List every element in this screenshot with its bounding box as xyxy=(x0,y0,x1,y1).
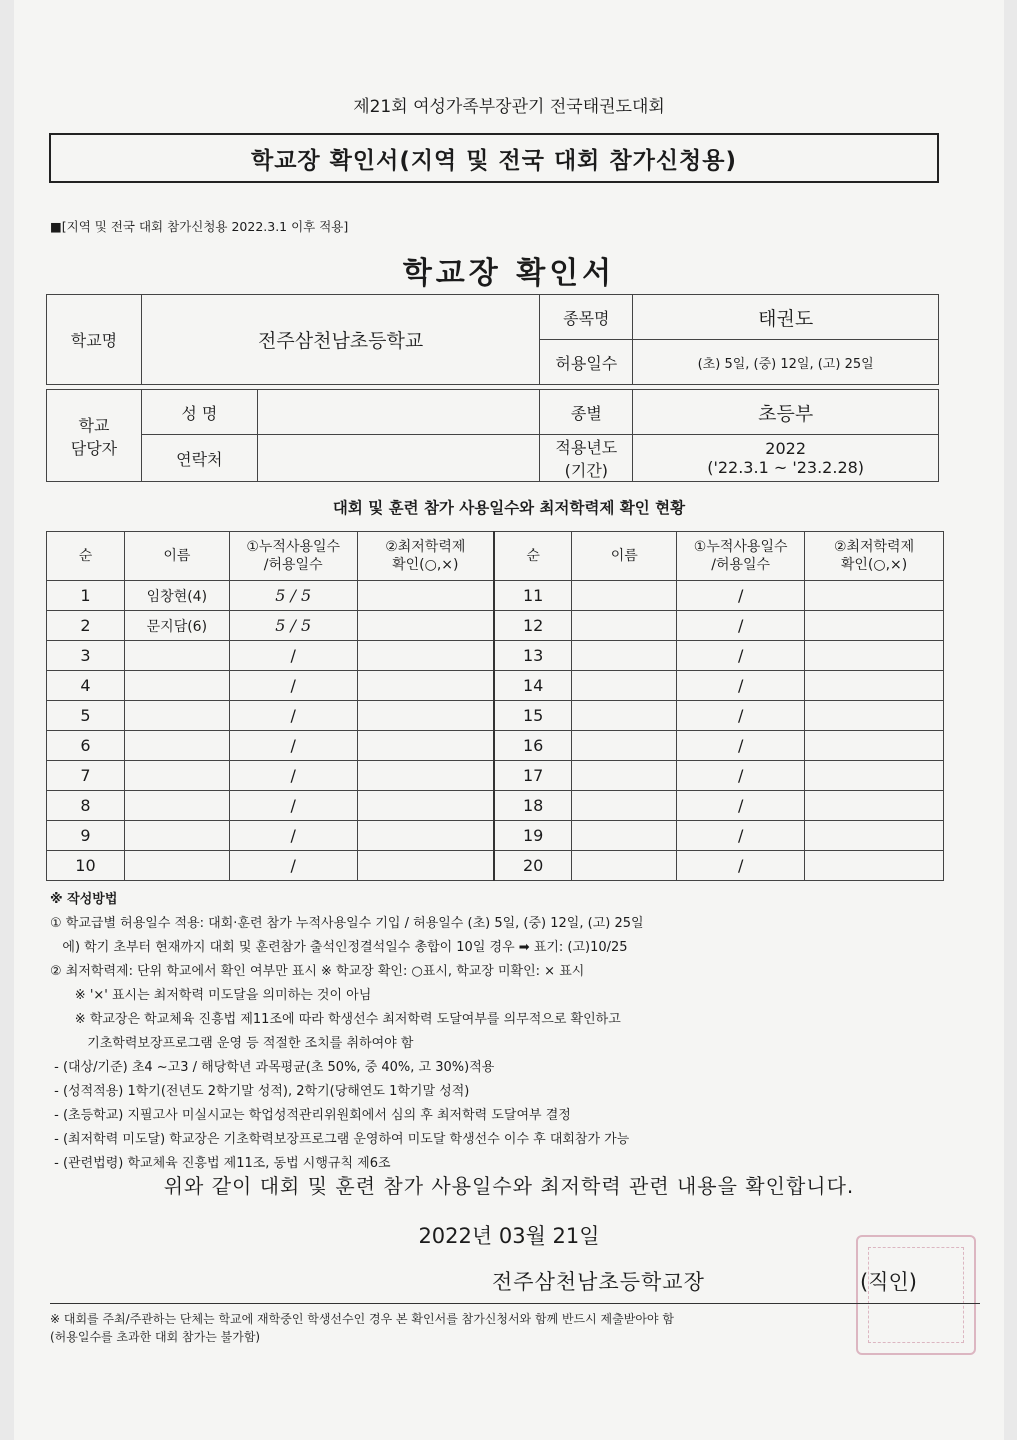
student-name-cell[interactable] xyxy=(124,731,229,761)
min-academic-check-cell[interactable] xyxy=(357,731,494,761)
row-number-cell: 1 xyxy=(47,581,125,611)
document-title-box: 학교장 확인서(지역 및 전국 대회 참가신청용) xyxy=(49,133,939,183)
row-number-cell: 12 xyxy=(494,611,572,641)
student-name-cell[interactable] xyxy=(572,701,677,731)
col-name-header: 이름 xyxy=(572,532,677,581)
min-academic-check-cell[interactable] xyxy=(357,611,494,641)
row-number-cell: 14 xyxy=(494,671,572,701)
table-row xyxy=(47,701,944,731)
row-number-cell: 10 xyxy=(47,851,125,881)
row-number-cell: 4 xyxy=(47,671,125,701)
days-used-cell: / xyxy=(677,671,805,701)
row-number-cell: 7 xyxy=(47,761,125,791)
col-check-header: ②최저학력제 확인(○,×) xyxy=(805,532,944,581)
page-title: 학교장 확인서 xyxy=(402,256,616,291)
student-name-cell[interactable] xyxy=(572,611,677,641)
min-academic-check-cell[interactable] xyxy=(805,701,944,731)
row-number-cell: 19 xyxy=(494,821,572,851)
col-days-header: ①누적사용일수 /허용일수 xyxy=(677,532,805,581)
days-used-cell: / xyxy=(229,761,357,791)
table-row xyxy=(47,671,944,701)
row-number-cell: 11 xyxy=(494,581,572,611)
student-name-cell[interactable] xyxy=(124,671,229,701)
row-number-cell: 13 xyxy=(494,641,572,671)
days-used-cell: / xyxy=(677,611,805,641)
row-number-cell: 18 xyxy=(494,791,572,821)
days-used-cell: / xyxy=(677,641,805,671)
min-academic-check-cell[interactable] xyxy=(805,761,944,791)
application-note: ■[지역 및 전국 대회 참가신청용 2022.3.1 이후 적용] xyxy=(50,219,349,234)
student-name-cell[interactable] xyxy=(572,641,677,671)
col-days-header: ①누적사용일수 /허용일수 xyxy=(229,532,357,581)
min-academic-check-cell[interactable] xyxy=(805,641,944,671)
method-note-line: ※ 작성방법 xyxy=(50,892,118,907)
min-academic-check-cell[interactable] xyxy=(357,761,494,791)
days-used-cell: / xyxy=(229,641,357,671)
days-used-cell: / xyxy=(229,821,357,851)
contact-field[interactable] xyxy=(257,435,540,482)
min-academic-check-cell[interactable] xyxy=(357,581,494,611)
days-used-cell: / xyxy=(229,671,357,701)
table-row xyxy=(47,641,944,671)
manager-label: 학교 담당자 xyxy=(47,390,142,482)
min-academic-check-cell[interactable] xyxy=(357,791,494,821)
days-used-cell: / xyxy=(229,791,357,821)
divider xyxy=(50,1303,980,1304)
days-used-cell: / xyxy=(677,581,805,611)
student-name-cell[interactable] xyxy=(572,821,677,851)
days-used-cell: / xyxy=(677,761,805,791)
method-note-line: 기초학력보장프로그램 운영 등 적절한 조치를 취하여야 함 xyxy=(50,1036,414,1051)
student-name-cell[interactable]: 문지담(6) xyxy=(124,611,229,641)
school-name-label: 학교명 xyxy=(47,295,142,385)
table-row xyxy=(47,851,944,881)
student-name-cell[interactable] xyxy=(124,821,229,851)
days-used-cell: / xyxy=(229,701,357,731)
days-used-cell: / xyxy=(677,851,805,881)
student-name-cell[interactable] xyxy=(124,761,229,791)
row-number-cell: 6 xyxy=(47,731,125,761)
method-note-line: ※ '×' 표시는 최저학력 미도달을 의미하는 것이 아님 xyxy=(50,988,372,1003)
row-number-cell: 5 xyxy=(47,701,125,731)
category-label: 종별 xyxy=(540,390,633,435)
col-no-header: 순 xyxy=(47,532,125,581)
person-name-label: 성 명 xyxy=(141,390,257,435)
allowed-days-label: 허용일수 xyxy=(540,340,633,385)
min-academic-check-cell[interactable] xyxy=(805,581,944,611)
min-academic-check-cell[interactable] xyxy=(805,851,944,881)
table-row xyxy=(47,761,944,791)
min-academic-check-cell[interactable] xyxy=(357,821,494,851)
student-name-cell[interactable] xyxy=(124,851,229,881)
row-number-cell: 15 xyxy=(494,701,572,731)
method-note-line: - (성적적용) 1학기(전년도 2학기말 성적), 2학기(당해연도 1학기말 성적) xyxy=(50,1084,470,1099)
min-academic-check-cell[interactable] xyxy=(805,731,944,761)
col-check-header: ②최저학력제 확인(○,×) xyxy=(357,532,494,581)
contact-label: 연락처 xyxy=(141,435,257,482)
school-name-value: 전주삼천남초등학교 xyxy=(141,295,539,385)
student-name-cell[interactable] xyxy=(572,851,677,881)
table-row xyxy=(47,581,944,611)
person-name-field[interactable] xyxy=(257,390,540,435)
student-name-cell[interactable] xyxy=(124,641,229,671)
student-name-cell[interactable] xyxy=(124,791,229,821)
method-note-line: 에) 학기 초부터 현재까지 대회 및 훈련참가 출석인정결석일수 총합이 10일 경우 ➡ 표기: (고)10/25 xyxy=(50,940,628,955)
min-academic-check-cell[interactable] xyxy=(805,611,944,641)
min-academic-check-cell[interactable] xyxy=(805,791,944,821)
status-section-title: 대회 및 훈련 참가 사용일수와 최저학력제 확인 현황 xyxy=(332,499,686,517)
table-row xyxy=(47,611,944,641)
min-academic-check-cell[interactable] xyxy=(357,701,494,731)
student-name-cell[interactable]: 임창현(4) xyxy=(124,581,229,611)
method-note-line: - (대상/기준) 초4 ~고3 / 해당학년 과목평균(초 50%, 중 40%, 고 30%)적용 xyxy=(50,1060,495,1075)
event-title: 제21회 여성가족부장관기 전국태권도대회 xyxy=(353,97,665,117)
min-academic-check-cell[interactable] xyxy=(357,671,494,701)
method-note-line: ① 학교급별 허용일수 적용: 대회·훈련 참가 누적사용일수 기입 / 허용일수 (초) 5일, (중) 12일, (고) 25일 xyxy=(50,916,644,931)
method-note-line: - (관련법령) 학교체육 진흥법 제11조, 동법 시행규칙 제6조 xyxy=(50,1156,391,1171)
row-number-cell: 3 xyxy=(47,641,125,671)
student-name-cell[interactable] xyxy=(572,791,677,821)
period-label: 적용년도 (기간) xyxy=(540,435,633,482)
table-row xyxy=(47,731,944,761)
col-no-header: 순 xyxy=(494,532,572,581)
row-number-cell: 8 xyxy=(47,791,125,821)
days-used-cell: / xyxy=(229,851,357,881)
category-value: 초등부 xyxy=(633,390,939,435)
writing-method-notes xyxy=(50,888,950,1176)
confirmation-statement: 위와 같이 대회 및 훈련 참가 사용일수와 최저학력 관련 내용을 확인합니다. xyxy=(163,1174,855,1198)
student-name-cell[interactable] xyxy=(572,761,677,791)
days-used-cell: / xyxy=(677,821,805,851)
days-used-cell: / xyxy=(677,731,805,761)
min-academic-check-cell[interactable] xyxy=(805,821,944,851)
event-name-value: 태권도 xyxy=(633,295,939,340)
method-note-line: ※ 학교장은 학교체육 진흥법 제11조에 따라 학생선수 최저학력 도달여부를 의무적으로 확인하고 xyxy=(50,1012,621,1027)
row-number-cell: 20 xyxy=(494,851,572,881)
event-name-label: 종목명 xyxy=(540,295,633,340)
days-used-cell: 5 / 5 xyxy=(229,581,357,611)
status-table xyxy=(46,531,944,881)
student-name-cell[interactable] xyxy=(572,581,677,611)
table-row xyxy=(47,821,944,851)
row-number-cell: 17 xyxy=(494,761,572,791)
method-note-line: - (초등학교) 지필고사 미실시교는 학업성적관리위원회에서 심의 후 최저학력 도달여부 결정 xyxy=(50,1108,571,1123)
allowed-days-value: (초) 5일, (중) 12일, (고) 25일 xyxy=(633,340,939,385)
row-number-cell: 16 xyxy=(494,731,572,761)
min-academic-check-cell[interactable] xyxy=(357,641,494,671)
days-used-cell: / xyxy=(229,731,357,761)
period-value: 2022 ('22.3.1 ~ '23.2.28) xyxy=(633,435,939,482)
days-used-cell: 5 / 5 xyxy=(229,611,357,641)
issue-date: 2022년 03월 21일 xyxy=(418,1224,600,1248)
student-name-cell[interactable] xyxy=(124,701,229,731)
method-note-line: - (최저학력 미도달) 학교장은 기초학력보장프로그램 운영하여 미도달 학생선수 이수 후 대회참가 가능 xyxy=(50,1132,630,1147)
min-academic-check-cell[interactable] xyxy=(357,851,494,881)
days-used-cell: / xyxy=(677,701,805,731)
min-academic-check-cell[interactable] xyxy=(805,671,944,701)
student-name-cell[interactable] xyxy=(572,671,677,701)
table-row xyxy=(47,791,944,821)
document-page xyxy=(14,0,1004,1440)
student-name-cell[interactable] xyxy=(572,731,677,761)
days-used-cell: / xyxy=(677,791,805,821)
method-note-line: ② 최저학력제: 단위 학교에서 확인 여부만 표시 ※ 학교장 확인: ○표시, 학교장 미확인: × 표시 xyxy=(50,964,585,979)
seal-label: (직인) xyxy=(860,1270,917,1294)
col-name-header: 이름 xyxy=(124,532,229,581)
school-info-table xyxy=(46,294,939,482)
footnote: ※ 대회를 주최/주관하는 단체는 학교에 재학중인 학생선수인 경우 본 확인서를 참가신청서와 함께 반드시 제출받아야 함 (허용일수를 초과한 대회 참가는 불가함) xyxy=(50,1312,674,1344)
row-number-cell: 9 xyxy=(47,821,125,851)
row-number-cell: 2 xyxy=(47,611,125,641)
principal-name: 전주삼천남초등학교장 xyxy=(492,1270,705,1294)
